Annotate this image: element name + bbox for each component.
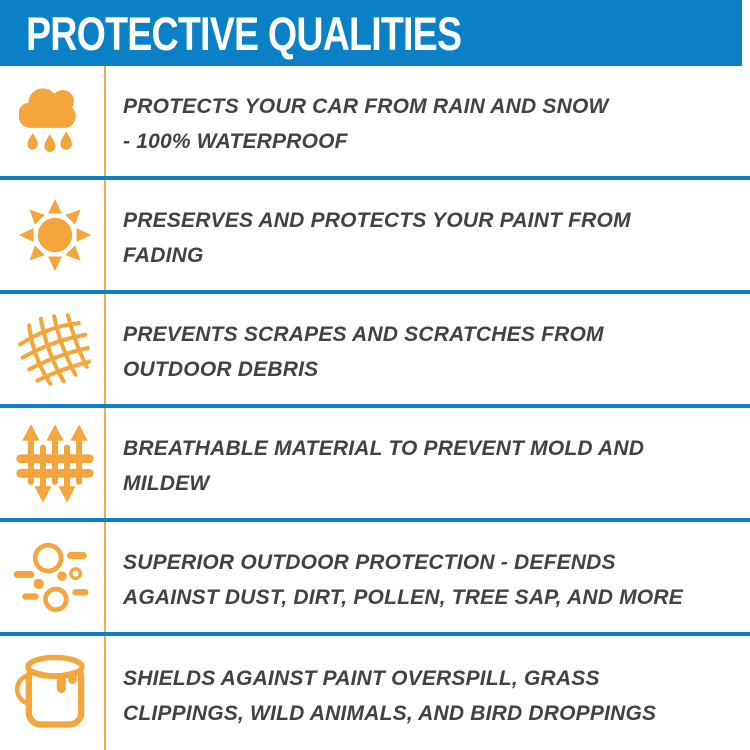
airflow-arrows-icon — [12, 420, 98, 506]
feature-line: SUPERIOR OUTDOOR PROTECTION - DEFENDS — [123, 551, 616, 574]
feature-line: PRESERVES AND PROTECTS YOUR PAINT FROM — [123, 209, 631, 232]
feature-text — [106, 636, 750, 750]
feature-line: PREVENTS SCRAPES AND SCRATCHES FROM — [123, 323, 604, 346]
feature-row-outdoor-protection — [0, 522, 750, 636]
feature-line: PROTECTS YOUR CAR FROM RAIN AND SNOW — [123, 95, 609, 118]
feature-text — [106, 180, 750, 290]
rain-cloud-icon — [12, 78, 98, 164]
feature-list — [0, 66, 750, 750]
feature-row-shielding — [0, 636, 750, 750]
feature-text — [106, 294, 750, 404]
protective-net-icon — [12, 306, 98, 392]
feature-line: BREATHABLE MATERIAL TO PREVENT MOLD AND — [123, 437, 645, 460]
page-title: PROTECTIVE QUALITIES — [26, 6, 462, 60]
feature-text — [106, 408, 750, 518]
sun-icon — [12, 192, 98, 278]
feature-text — [106, 66, 750, 176]
feature-line: AGAINST DUST, DIRT, POLLEN, TREE SAP, AND MORE — [123, 586, 683, 609]
feature-row-scratch-protection — [0, 294, 750, 408]
feature-line: OUTDOOR DEBRIS — [123, 358, 319, 381]
paint-bucket-icon — [10, 648, 100, 738]
icon-cell — [0, 294, 106, 404]
icon-cell — [0, 66, 106, 176]
feature-row-waterproof — [0, 66, 750, 180]
header-bar — [0, 0, 742, 66]
feature-row-fade-protection — [0, 180, 750, 294]
feature-line: CLIPPINGS, WILD ANIMALS, AND BIRD DROPPINGS — [123, 702, 657, 725]
dust-particles-icon — [12, 534, 98, 620]
feature-line: - 100% WATERPROOF — [123, 130, 348, 153]
feature-line: SHIELDS AGAINST PAINT OVERSPILL, GRASS — [123, 667, 600, 690]
feature-text — [106, 522, 750, 632]
icon-cell — [0, 636, 106, 750]
icon-cell — [0, 180, 106, 290]
feature-line: MILDEW — [123, 472, 210, 495]
feature-line: FADING — [123, 244, 204, 267]
icon-cell — [0, 408, 106, 518]
feature-row-breathable — [0, 408, 750, 522]
icon-cell — [0, 522, 106, 632]
